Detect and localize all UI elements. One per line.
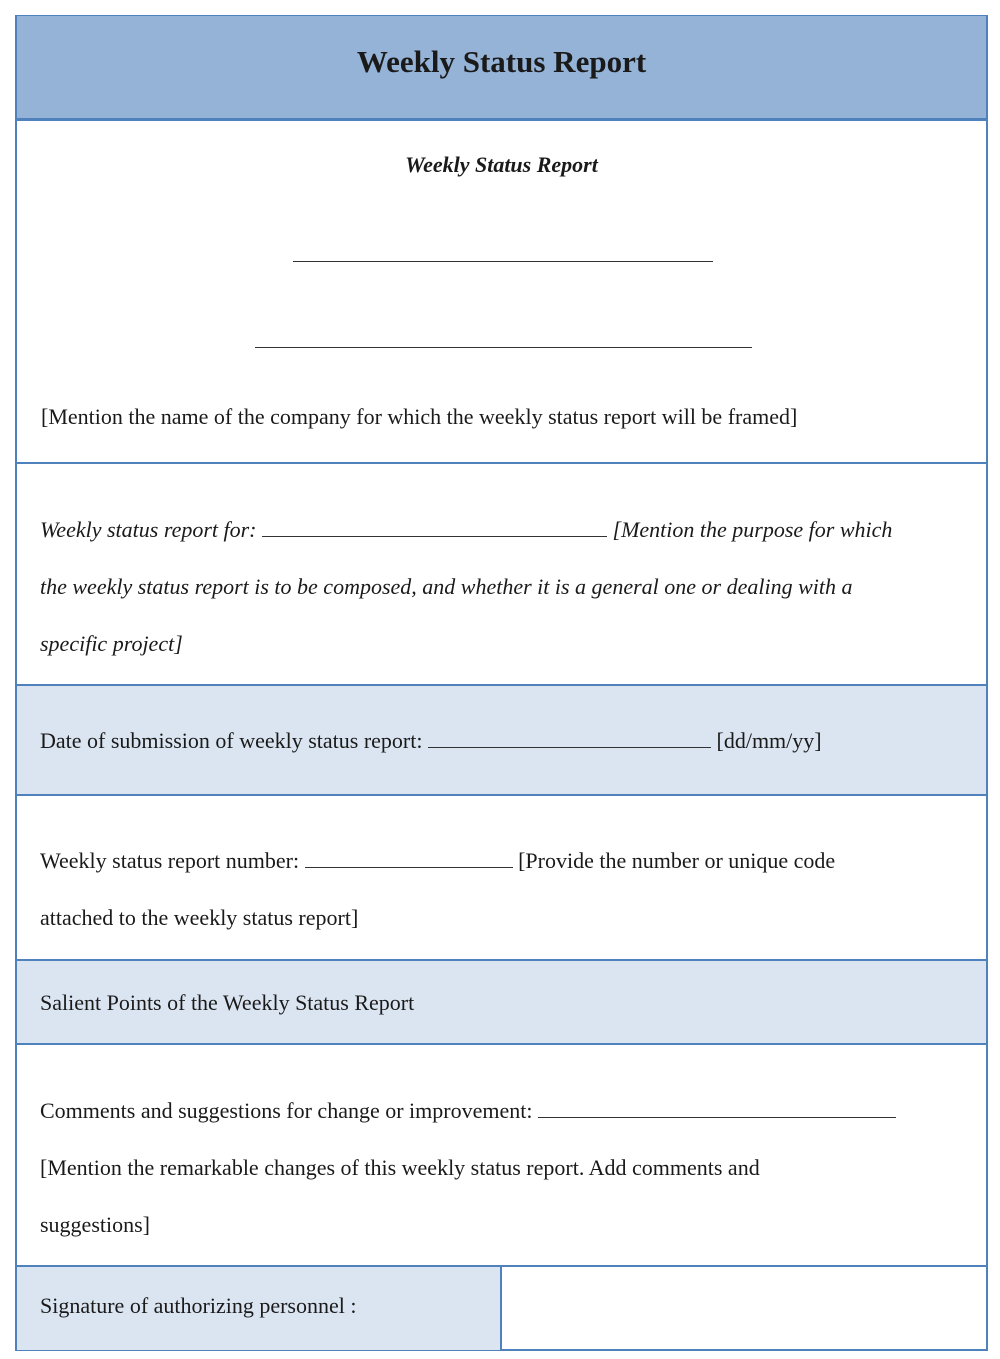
number-section [17,796,986,961]
purpose-instruction-1: [Mention the purpose for which [612,517,893,542]
signature-section [17,1267,986,1350]
company-section [17,121,986,464]
company-name-blank-line[interactable] [293,261,713,262]
title-bar [17,16,986,121]
purpose-blank-field[interactable] [262,514,607,537]
date-format-hint: [dd/mm/yy] [716,728,822,753]
number-paragraph [40,832,966,946]
company-address-blank-line[interactable] [255,347,752,348]
date-blank-field[interactable] [428,725,711,748]
purpose-paragraph [40,501,966,672]
number-instruction-2: attached to the weekly status report] [40,905,359,930]
signature-label: Signature of authorizing personnel : [40,1293,357,1318]
comments-instruction-2: suggestions] [40,1212,150,1237]
comments-instruction-1: [Mention the remarkable changes of this weekly status report. Add comments and [40,1155,760,1180]
purpose-label: Weekly status report for: [40,517,257,542]
purpose-instruction-2: the weekly status report is to be composed, and whether it is a general one or dealing with a [40,574,853,599]
number-label: Weekly status report number: [40,848,300,873]
form-subtitle: Weekly Status Report [405,152,598,177]
comments-paragraph [40,1082,966,1253]
purpose-instruction-3: specific project] [40,631,183,656]
salient-section [17,961,986,1045]
report-form [15,15,988,1351]
date-label: Date of submission of weekly status report: [40,728,423,753]
signature-label-cell [17,1267,502,1350]
purpose-section [17,464,986,686]
comments-blank-field[interactable] [538,1095,896,1118]
comments-section [17,1045,986,1267]
page-title: Weekly Status Report [356,44,647,79]
number-blank-field[interactable] [305,845,513,868]
comments-label: Comments and suggestions for change or improvement: [40,1098,533,1123]
signature-field[interactable] [502,1267,986,1350]
company-instruction: [Mention the name of the company for which the weekly status report will be framed] [41,404,798,429]
salient-heading: Salient Points of the Weekly Status Report [40,990,415,1015]
number-instruction-1: [Provide the number or unique code [518,848,836,873]
date-section [17,686,986,796]
date-paragraph [40,712,966,769]
